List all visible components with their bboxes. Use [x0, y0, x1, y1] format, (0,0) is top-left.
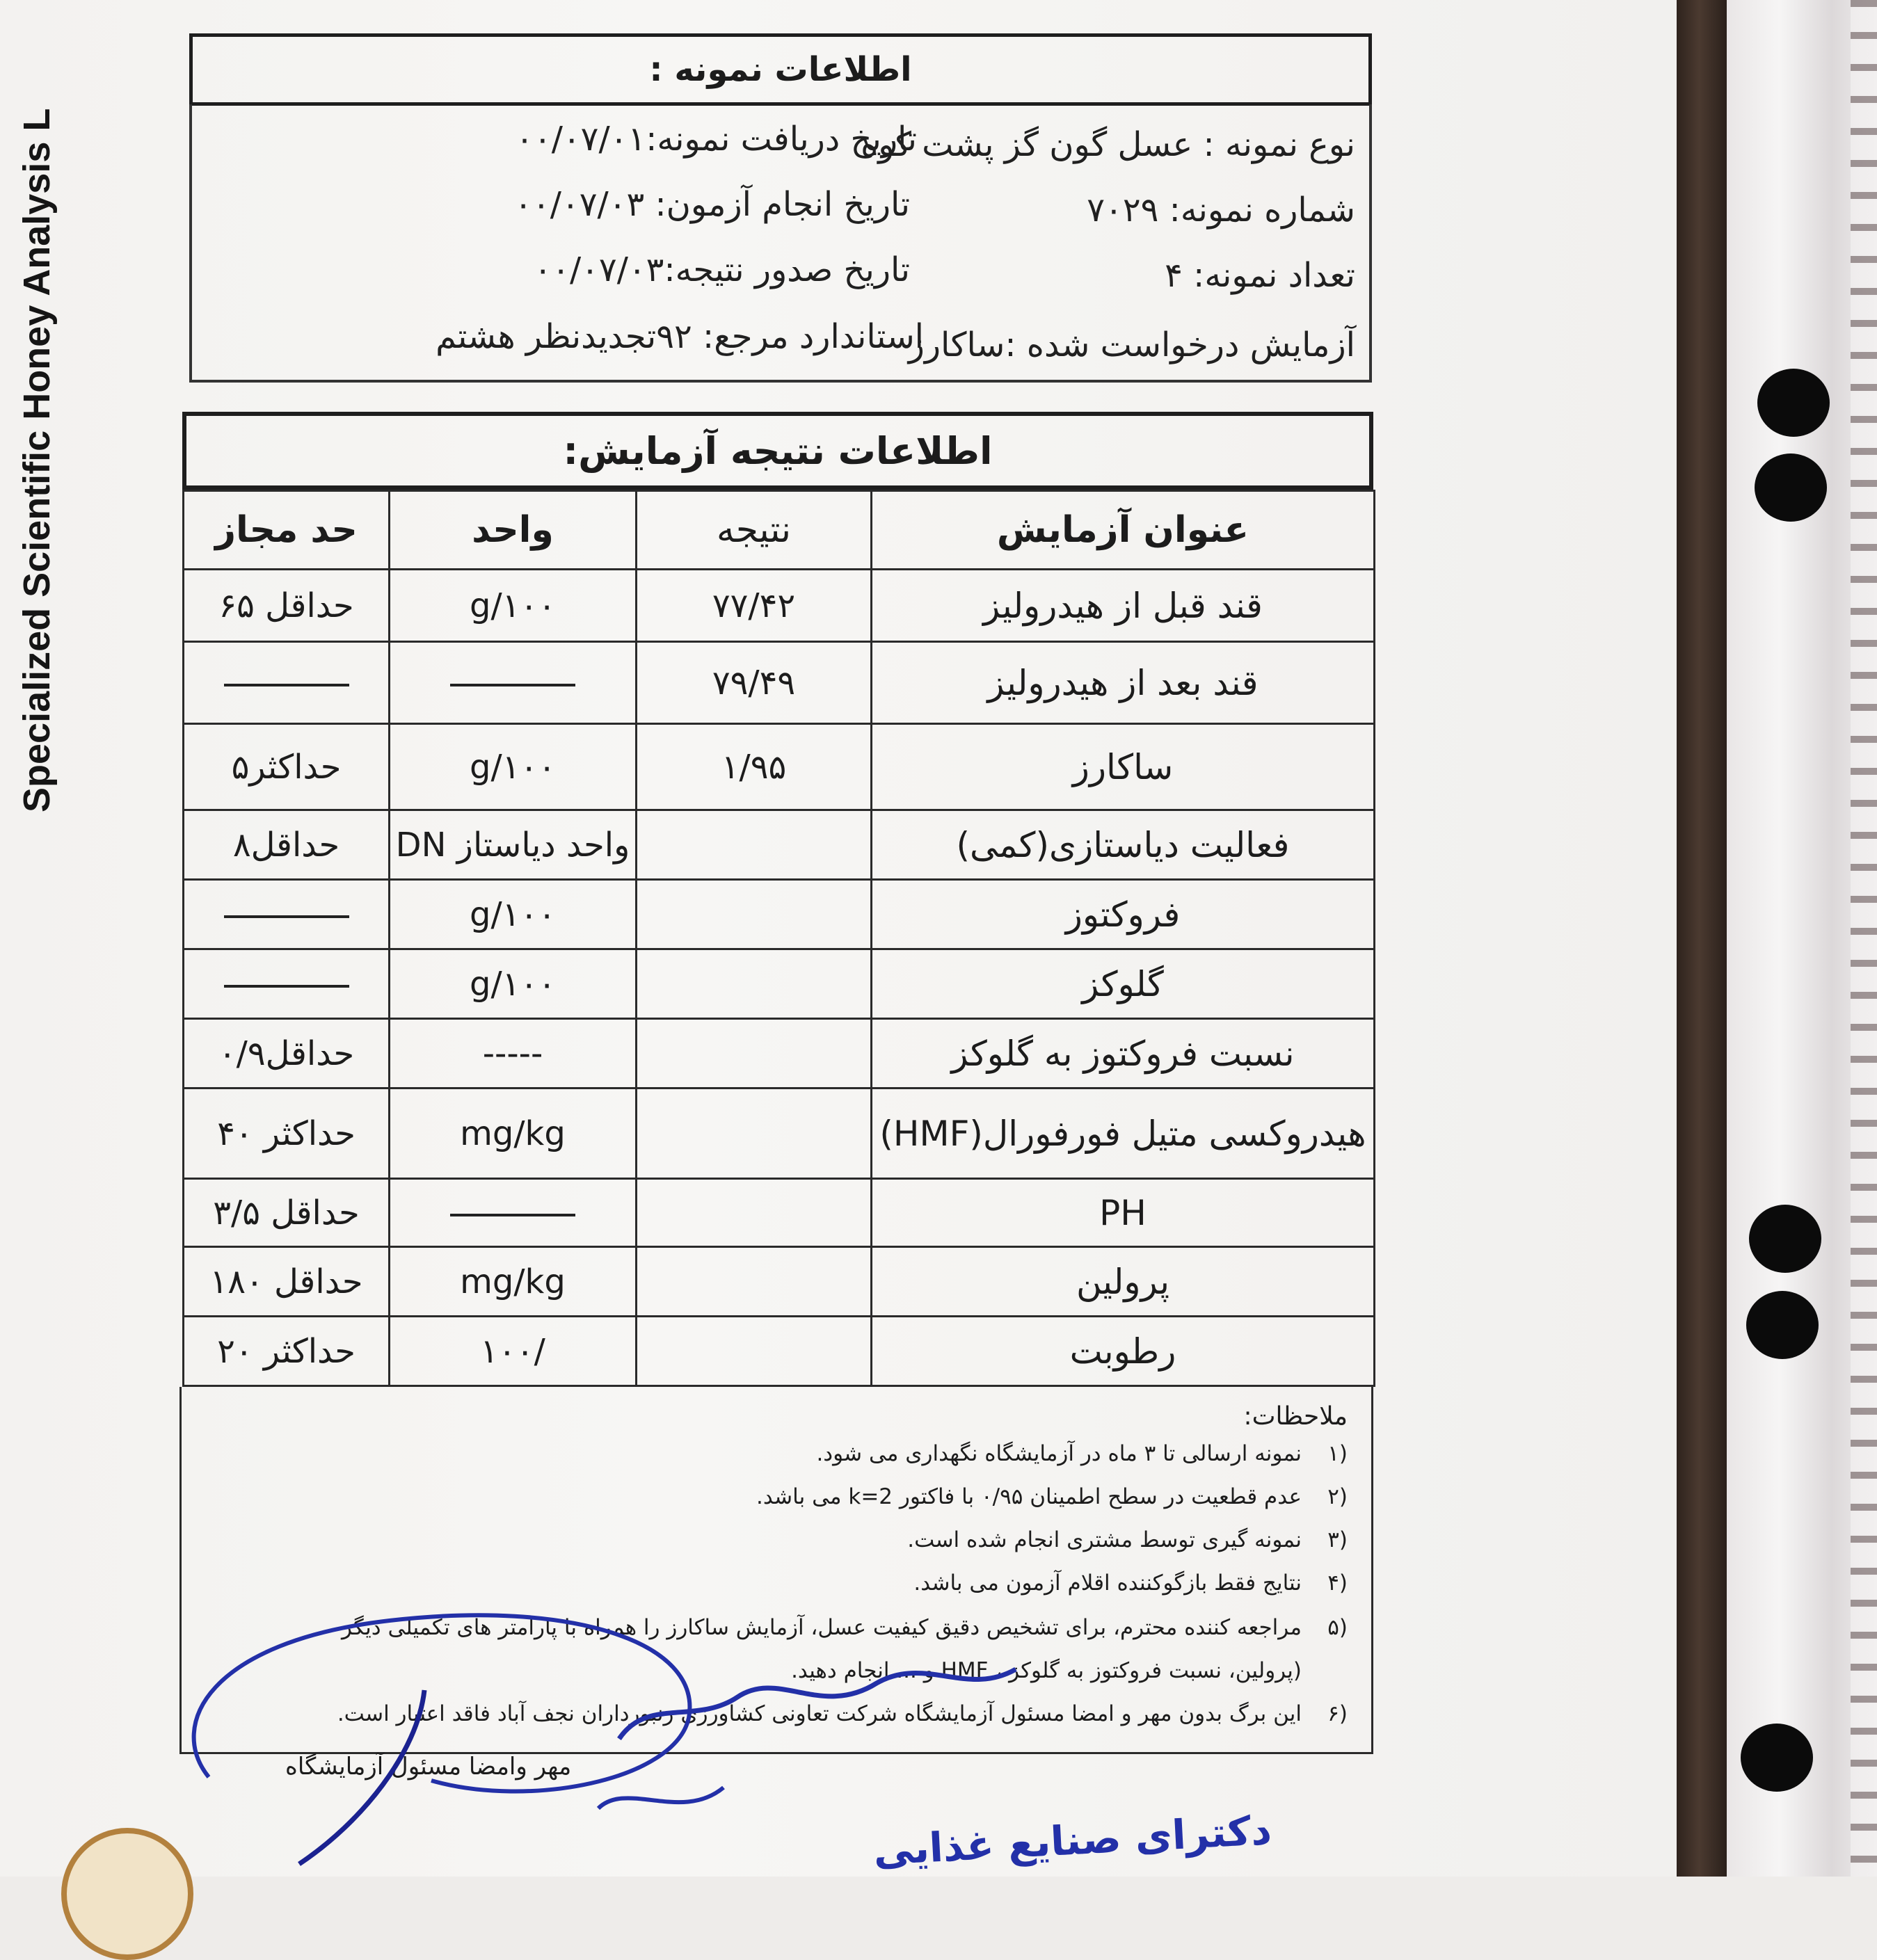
col-header-limit: حد مجاز	[184, 491, 390, 570]
note-number: ۲)	[1327, 1484, 1348, 1509]
cell-result-text: ۷۷/۴۲	[712, 586, 796, 625]
empty-dash	[450, 1214, 575, 1216]
cell-test	[872, 949, 1375, 1019]
cell-limit	[184, 642, 390, 724]
note-text: (پرولین، نسبت فروکتوز به گلوکز ، HMF و ... انجام دهید.	[791, 1658, 1302, 1683]
cell-test-text: PH	[1099, 1192, 1147, 1233]
cell-test-text: فعالیت دیاستازی(کمی)	[956, 824, 1290, 865]
binder-strip	[1677, 0, 1727, 1877]
cell-unit	[390, 949, 637, 1019]
col-header-test: عنوان آزمایش	[872, 491, 1375, 570]
col-header-unit: واحد	[390, 491, 637, 570]
table-row	[184, 810, 1375, 880]
note-number: ۳)	[1327, 1527, 1348, 1552]
note-text: نمونه ارسالی تا ۳ ماه در آزمایشگاه نگهداری می شود.	[816, 1441, 1302, 1466]
cell-limit-text: حداکثر ۴۰	[217, 1114, 356, 1153]
requested-test: آزمایش درخواست شده :ساکارز	[908, 326, 1355, 364]
cell-test	[872, 1089, 1375, 1179]
cell-test	[872, 1179, 1375, 1247]
cooperative-logo-seal	[61, 1828, 193, 1960]
cell-result	[637, 810, 872, 880]
cell-limit-text: حداقل ۳/۵	[213, 1193, 360, 1232]
cell-result	[637, 724, 872, 810]
cell-limit	[184, 1247, 390, 1317]
cell-unit	[390, 880, 637, 949]
sample-type: نوع نمونه : عسل گون گز پشت کوه	[861, 125, 1355, 164]
received-date: تاریخ دریافت نمونه:۰۰/۰۷/۰۱	[516, 120, 917, 159]
note-number: ۱)	[1327, 1441, 1348, 1466]
cell-test	[872, 570, 1375, 642]
cell-test-text: نسبت فروکتوز به گلوکز	[951, 1033, 1295, 1074]
cell-unit-text: mg/kg	[460, 1262, 566, 1301]
cell-test	[872, 1019, 1375, 1089]
cell-result	[637, 1179, 872, 1247]
cell-limit	[184, 570, 390, 642]
cell-test-text: هیدروکسی متیل فورفورال(HMF)	[879, 1113, 1366, 1154]
cell-test-text: فروکتوز	[1065, 894, 1181, 935]
reference-standard: استاندارد مرجع: ۹۲تجدیدنظر هشتم	[436, 317, 924, 356]
sample-count: تعداد نمونه: ۴	[1165, 256, 1355, 295]
cell-unit-text: -----	[482, 1034, 543, 1073]
cell-unit-text: g/۱۰۰	[470, 894, 556, 934]
sample-info-box	[189, 104, 1372, 383]
punch-hole	[1741, 1724, 1813, 1792]
cell-unit	[390, 810, 637, 880]
table-row	[184, 949, 1375, 1019]
cell-limit	[184, 1019, 390, 1089]
test-date: تاریخ انجام آزمون: ۰۰/۰۷/۰۳	[514, 185, 910, 224]
note-number: ۴)	[1327, 1571, 1348, 1596]
note-number: ۵)	[1327, 1615, 1348, 1640]
sample-number: شماره نمونه: ۷۰۲۹	[1087, 191, 1355, 230]
notes-title: ملاحظات:	[1243, 1402, 1348, 1431]
cell-result	[637, 642, 872, 724]
punch-hole	[1755, 453, 1827, 522]
cell-result	[637, 949, 872, 1019]
notes-box	[179, 1387, 1373, 1754]
results-table	[182, 490, 1375, 1387]
cell-unit-text: g/۱۰۰	[470, 586, 556, 625]
cell-limit	[184, 1089, 390, 1179]
table-row	[184, 642, 1375, 724]
cell-limit-text: حداقل۰/۹	[218, 1034, 355, 1073]
cell-test	[872, 1317, 1375, 1386]
cell-test	[872, 642, 1375, 724]
cell-limit	[184, 949, 390, 1019]
cell-unit	[390, 1247, 637, 1317]
cell-result	[637, 570, 872, 642]
table-row	[184, 1019, 1375, 1089]
cell-test-text: قند قبل از هیدرولیز	[983, 585, 1263, 626]
stamp-label: مهر وامضا مسئول آزمایشگاه	[285, 1753, 572, 1781]
cell-unit	[390, 1089, 637, 1179]
cell-unit-text: mg/kg	[460, 1114, 566, 1153]
cell-limit	[184, 1317, 390, 1386]
cell-limit-text: حداقل ۶۵	[218, 586, 354, 625]
note-text: این برگ بدون مهر و امضا مسئول آزمایشگاه شرکت تعاونی کشاورزی زنبورداران نجف آباد فاقد اعتبار است.	[337, 1701, 1302, 1726]
table-row	[184, 880, 1375, 949]
table-row	[184, 570, 1375, 642]
cell-result-text: ۷۹/۴۹	[712, 663, 796, 702]
cell-result	[637, 880, 872, 949]
punch-hole	[1757, 369, 1830, 437]
empty-dash	[224, 684, 349, 686]
cell-test-text: ساکارز	[1072, 746, 1174, 787]
cell-unit-text: /۱۰۰	[480, 1331, 545, 1371]
cell-unit	[390, 1179, 637, 1247]
cell-limit-text: حداکثر۵	[231, 747, 342, 787]
cell-unit	[390, 1317, 637, 1386]
cell-result	[637, 1019, 872, 1089]
seal-text: دکترای صنایع غذایی	[872, 1806, 1273, 1874]
cell-limit-text: حداکثر ۲۰	[217, 1331, 356, 1371]
cell-test-text: قند بعد از هیدرولیز	[987, 662, 1259, 703]
cell-limit	[184, 724, 390, 810]
cell-unit	[390, 724, 637, 810]
cell-test-text: گلوکز	[1082, 963, 1164, 1004]
cell-test	[872, 1247, 1375, 1317]
empty-dash	[450, 684, 575, 686]
note-text: نتایج فقط بازگوکننده اقلام آزمون می باشد.	[913, 1571, 1302, 1596]
table-row	[184, 1179, 1375, 1247]
cell-limit-text: حداقل ۱۸۰	[209, 1262, 363, 1301]
cell-test	[872, 810, 1375, 880]
cell-result	[637, 1317, 872, 1386]
sample-info-title: اطلاعات نمونه :	[189, 33, 1372, 106]
cell-result-text: ۱/۹۵	[721, 747, 787, 787]
cell-test-text: پرولین	[1076, 1261, 1170, 1302]
cell-result	[637, 1247, 872, 1317]
punch-hole	[1749, 1205, 1821, 1273]
col-header-result: نتیجه	[637, 491, 872, 570]
cell-test	[872, 880, 1375, 949]
cell-result	[637, 1089, 872, 1179]
cell-unit	[390, 570, 637, 642]
cell-test	[872, 724, 1375, 810]
note-text: نمونه گیری توسط مشتری انجام شده است.	[907, 1527, 1302, 1552]
results-header-row	[184, 491, 1375, 570]
cell-unit-text: g/۱۰۰	[470, 964, 556, 1004]
note-text: عدم قطعیت در سطح اطمینان ۰/۹۵ با فاکتور k=2 می باشد.	[756, 1484, 1302, 1509]
cell-limit	[184, 880, 390, 949]
empty-dash	[224, 985, 349, 988]
cell-test-text: رطوبت	[1069, 1331, 1176, 1372]
cell-unit	[390, 1019, 637, 1089]
cell-limit	[184, 1179, 390, 1247]
sleeve-perforated-edge	[1851, 0, 1877, 1877]
punch-hole	[1746, 1291, 1819, 1359]
table-row	[184, 1089, 1375, 1179]
cell-unit-text: g/۱۰۰	[470, 747, 556, 787]
note-text: مراجعه کننده محترم، برای تشخیص دقیق کیفیت عسل، آزمایش ساکارز را همراه با پارامتر های تکمیلی دیگر	[341, 1615, 1302, 1640]
cell-unit-text: واحد دیاستاز DN	[395, 825, 630, 865]
vertical-lab-name: Specialized Scientific Honey Analysis L	[16, 108, 58, 812]
issue-date: تاریخ صدور نتیجه:۰۰/۰۷/۰۳	[534, 250, 910, 289]
note-number: ۶)	[1327, 1701, 1348, 1726]
table-row	[184, 724, 1375, 810]
cell-unit	[390, 642, 637, 724]
table-row	[184, 1247, 1375, 1317]
results-title: اطلاعات نتیجه آزمایش:	[182, 412, 1373, 490]
table-row	[184, 1317, 1375, 1386]
empty-dash	[224, 915, 349, 918]
cell-limit	[184, 810, 390, 880]
cell-limit-text: حداقل۸	[232, 825, 340, 865]
